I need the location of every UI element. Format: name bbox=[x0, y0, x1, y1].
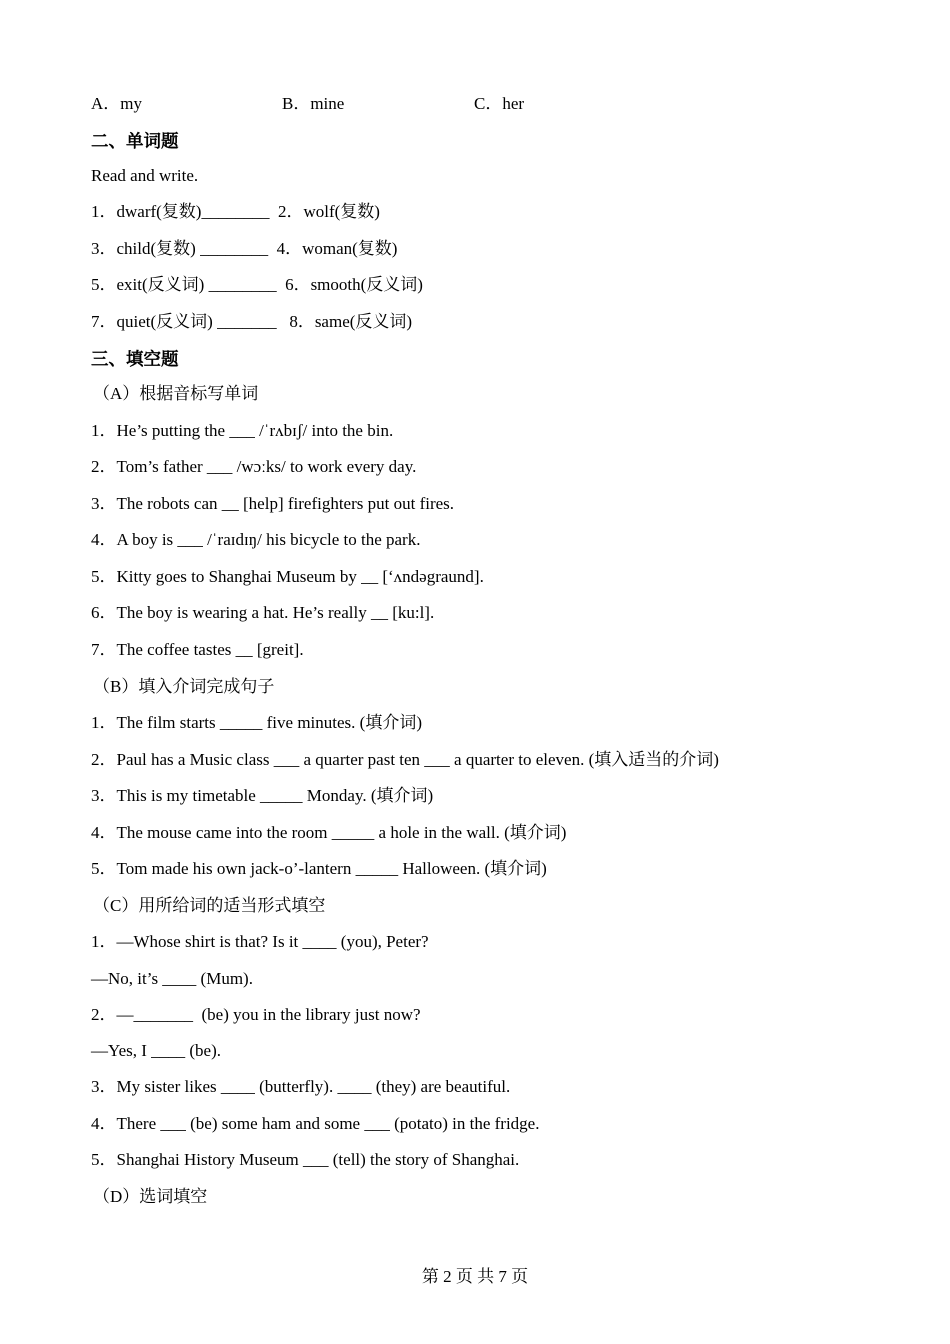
partC-item: —Yes, I ____ (be). bbox=[91, 1041, 222, 1060]
partA-item: 6．The boy is wearing a hat. He’s really __ [ku:l]. bbox=[91, 603, 435, 622]
section2-heading: 二、单词题 bbox=[91, 131, 179, 151]
partC-item: 3．My sister likes ____ (butterfly). ____ (they) are beautiful. bbox=[91, 1077, 511, 1096]
partA-item: 7．The coffee tastes __ [greit]. bbox=[91, 640, 304, 659]
partB-title: （B）填入介词完成句子 bbox=[93, 677, 275, 696]
partB-item: 5．Tom made his own jack-o’-lantern _____ Halloween. (填介词) bbox=[91, 859, 547, 878]
partB-item: 2．Paul has a Music class ___ a quarter past ten ___ a quarter to eleven. (填入适当的介词) bbox=[91, 750, 719, 769]
partA-item: 1．He’s putting the ___ /ˈrʌbɪʃ/ into the bin. bbox=[91, 421, 394, 440]
partA-item: 2．Tom’s father ___ /wɔːks/ to work every day. bbox=[91, 457, 417, 476]
partC-item: —No, it’s ____ (Mum). bbox=[91, 969, 253, 988]
section2-line: 5．exit(反义词) ________ 6．smooth(反义词) bbox=[91, 275, 423, 294]
partD-title: （D）选词填空 bbox=[93, 1187, 208, 1206]
partA-item: 4．A boy is ___ /ˈraɪdɪŋ/ his bicycle to the park. bbox=[91, 530, 421, 549]
partC-title: （C）用所给词的适当形式填空 bbox=[93, 896, 326, 915]
partC-item: 5．Shanghai History Museum ___ (tell) the story of Shanghai. bbox=[91, 1150, 520, 1169]
section2-line: 1．dwarf(复数)________ 2．wolf(复数) bbox=[91, 202, 380, 221]
partC-item: 2．—_______ (be) you in the library just now? bbox=[91, 1005, 421, 1024]
partC-item: 4．There ___ (be) some ham and some ___ (potato) in the fridge. bbox=[91, 1114, 540, 1133]
partB-item: 4．The mouse came into the room _____ a hole in the wall. (填介词) bbox=[91, 823, 567, 842]
section2-line: 3．child(复数) ________ 4．woman(复数) bbox=[91, 239, 398, 258]
option-b: B．mine bbox=[282, 94, 345, 113]
page-footer: 第 2 页 共 7 页 bbox=[421, 1267, 529, 1286]
section2-instruction: Read and write. bbox=[91, 166, 199, 185]
option-a: A．my bbox=[91, 94, 142, 113]
section3-heading: 三、填空题 bbox=[91, 349, 179, 369]
partA-title: （A）根据音标写单词 bbox=[93, 384, 259, 403]
section2-line: 7．quiet(反义词) _______ 8．same(反义词) bbox=[91, 312, 413, 331]
partB-item: 1．The film starts _____ five minutes. (填介词) bbox=[91, 713, 422, 732]
partA-item: 3．The robots can __ [help] firefighters put out fires. bbox=[91, 494, 455, 513]
partC-item: 1．—Whose shirt is that? Is it ____ (you), Peter? bbox=[91, 932, 429, 951]
option-c: C．her bbox=[474, 94, 525, 113]
partA-item: 5．Kitty goes to Shanghai Museum by __ [‘ʌndəgraund]. bbox=[91, 567, 484, 586]
partB-item: 3．This is my timetable _____ Monday. (填介词) bbox=[91, 786, 434, 805]
